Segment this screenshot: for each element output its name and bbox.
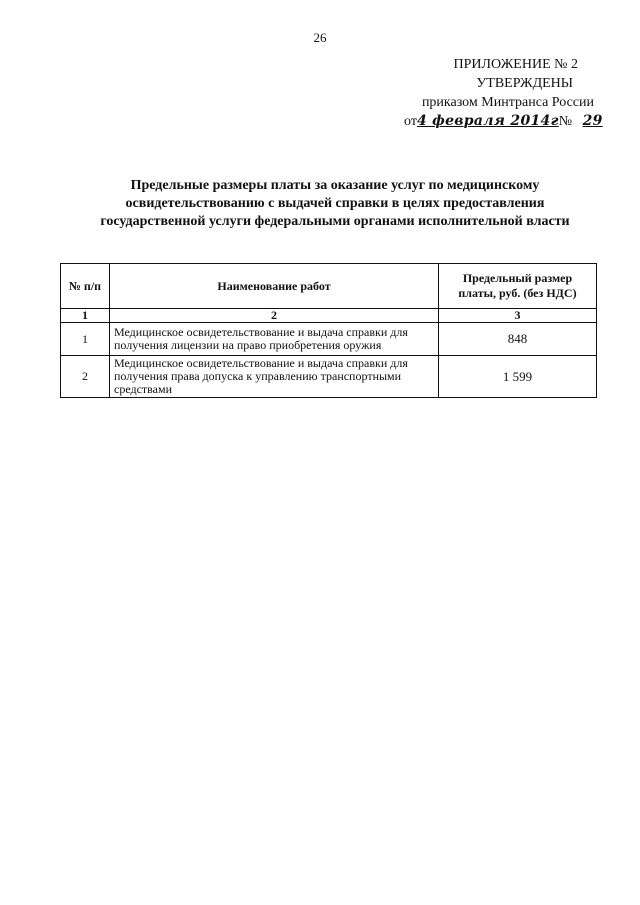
row-number: 1: [61, 323, 110, 356]
column-number: 1: [61, 309, 110, 323]
table-row: [61, 323, 597, 356]
page-number: 26: [313, 30, 327, 45]
header-number: № п/п: [61, 264, 110, 309]
order-date-line: [400, 112, 603, 131]
document-title: [80, 177, 590, 231]
service-price: 848: [439, 323, 597, 356]
table-row: [61, 356, 597, 398]
service-name: Медицинское освидетельствование и выдача справки для получения лицензии на право приобретения оружия: [110, 323, 439, 356]
column-number: 3: [439, 309, 597, 323]
service-name: Медицинское освидетельствование и выдача справки для получения права допуска к управлению транспортными средствами: [110, 356, 439, 398]
column-numbers-row: [61, 309, 597, 323]
approved-label: УТВЕРЖДЕНЫ: [476, 76, 573, 91]
title-line-2: освидетельствованию с выдачей справки в целях предоставления: [125, 196, 545, 211]
service-price: 1 599: [439, 356, 597, 398]
fees-table: [60, 263, 597, 398]
number-prefix: №: [558, 114, 573, 129]
title-line-3: государственной услуги федеральными органами исполнительной власти: [100, 214, 570, 229]
table-header-row: [61, 264, 597, 309]
row-number: 2: [61, 356, 110, 398]
approval-header: [400, 55, 603, 131]
header-price: Предельный размер платы, руб. (без НДС): [439, 264, 597, 309]
appendix-label: ПРИЛОЖЕНИЕ № 2: [453, 57, 578, 72]
header-name: Наименование работ: [110, 264, 439, 309]
date-prefix: от: [404, 114, 417, 129]
order-label: приказом Минтранса России: [421, 95, 594, 110]
column-number: 2: [110, 309, 439, 323]
handwritten-date: 4 февраля 2014г: [416, 113, 559, 129]
handwritten-number: 29: [582, 113, 603, 129]
title-line-1: Предельные размеры платы за оказание услуг по медицинскому: [130, 178, 540, 193]
